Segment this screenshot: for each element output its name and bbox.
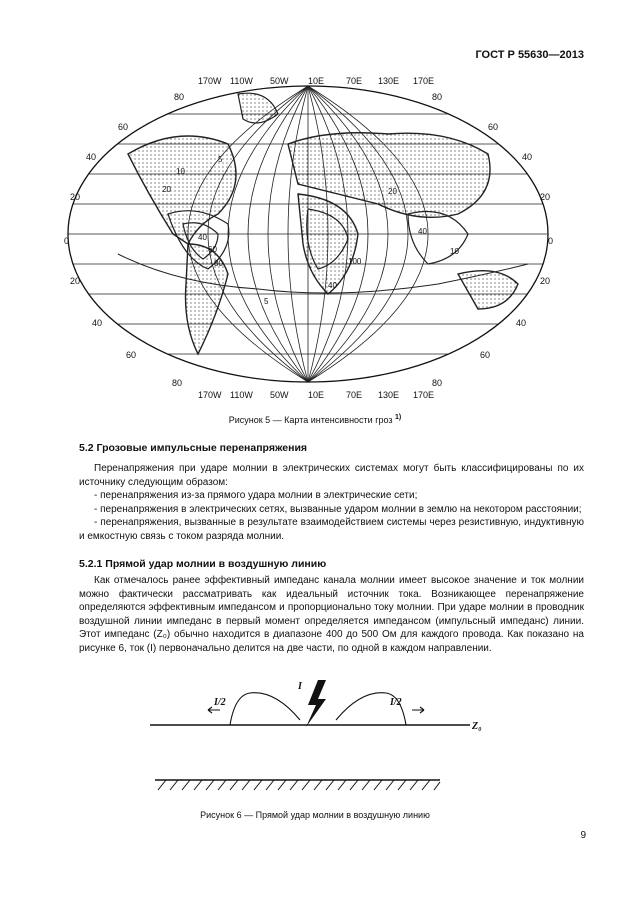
wave-left [230,693,300,725]
map-label-right: 0 [548,236,554,246]
contour-label: 40 [198,233,207,242]
map-label-top: 170W [198,76,222,86]
map-label-left: 40 [86,152,97,162]
section-5-2-1-body [79,574,584,656]
section-5-2-1-title: 5.2.1 Прямой удар молнии в воздушную линию [79,558,327,570]
map-label-right: 40 [516,318,527,328]
lightning-strike-diagram [150,675,490,805]
contour-label: 20 [162,185,171,194]
figure-6-caption: Рисунок 6 — Прямой удар молнии в воздушную линию [200,810,430,820]
map-label-top: 110W [230,76,253,86]
impedance-label: Z₀ [472,721,482,732]
current-label: I [298,681,302,692]
map-label-left: 60 [118,122,129,132]
map-label-bottom: 170W [198,390,222,400]
map-label-bottom: 70E [346,390,363,400]
map-label-left: 20 [70,192,81,202]
standard-code: ГОСТ Р 55630—2013 [475,49,584,61]
map-label-right: 60 [480,350,491,360]
contour-label: 100 [348,257,362,266]
map-label-bottom: 10E [308,390,325,400]
map-label-bottom: 130E [378,390,400,400]
map-label-top: 130E [378,76,400,86]
contour-label: 40 [328,281,337,290]
map-label-right: 40 [522,152,533,162]
map-label-left: 60 [126,350,137,360]
map-label-top: 170E [413,76,435,86]
contour-label: 60 [208,245,217,254]
map-label-bottom: 50W [270,390,289,400]
figure-5-caption-text: Рисунок 5 — Карта интенсивности гроз [228,415,393,425]
section-5-2-title: 5.2 Грозовые импульсные перенапряжения [79,442,308,454]
map-label-right: 60 [488,122,499,132]
map-label-left: 80 [172,378,183,388]
contour-label: 5 [218,155,223,164]
half-current-left-label: I/2 [214,697,226,708]
map-label-bottom: 110W [230,390,253,400]
contour-label: 10 [176,167,185,176]
section-5-2-item: - перенапряжения из-за прямого удара молнии в электрические сети; [94,490,418,502]
map-label-top: 10E [308,76,325,86]
contour-label: 10 [450,247,459,256]
section-5-2-item: - перенапряжения, вызванные в результате взаимодействием системы через резистивную, индуктивную и емкостную связь с током разряда молнии. [79,517,584,542]
section-5-2-body [79,462,584,544]
section-5-2-intro: Перенапряжения при ударе молнии в электрических системах могут быть классифицированы по их источнику следующим образом: [79,463,584,488]
map-label-left: 0 [64,236,70,246]
arrow-right-icon [412,707,424,713]
contour-label: 5 [264,297,269,306]
map-label-right: 80 [432,378,443,388]
section-5-2-1-paragraph: Как отмечалось ранее эффективный импеданс канала молнии имеет высокое значение и ток молнии можно фактически рассматривать как идеальный источник тока. Возникающее перенапряжение определяются эффективным импедансом и пропорционально току молнии. При ударе молнии в проводник воздушной линии импеданс в первый момент определяется импедансом (импульсный импеданс) линии. Этот импеданс (Z₀) обычно находится в диапазоне 400 до 500 Ом для каждого провода. Как показано на рисунке 6, ток (I) первоначально делится на две части, по одной в каждом направлении. [79,575,584,654]
map-label-top: 50W [270,76,289,86]
section-5-2-item: - перенапряжения в электрических сетях, вызванные ударом молнии в землю на некотором расстоянии; [94,503,582,515]
thunderstorm-map [58,74,558,404]
map-label-right: 80 [432,92,443,102]
map-label-bottom: 170E [413,390,435,400]
map-label-left: 40 [92,318,103,328]
map-label-top: 70E [346,76,363,86]
map-label-left: 80 [174,92,185,102]
contour-label: 40 [418,227,427,236]
page-number: 9 [580,830,586,841]
map-label-right: 20 [540,192,551,202]
lightning-bolt-icon [306,680,326,727]
half-current-right-label: I/2 [390,697,402,708]
figure-5-caption [0,414,630,425]
map-label-left: 20 [70,276,81,286]
map-label-right: 20 [540,276,551,286]
contour-label: 80 [214,259,223,268]
contour-label: 20 [388,187,397,196]
figure-5-caption-note: 1) [395,414,402,421]
